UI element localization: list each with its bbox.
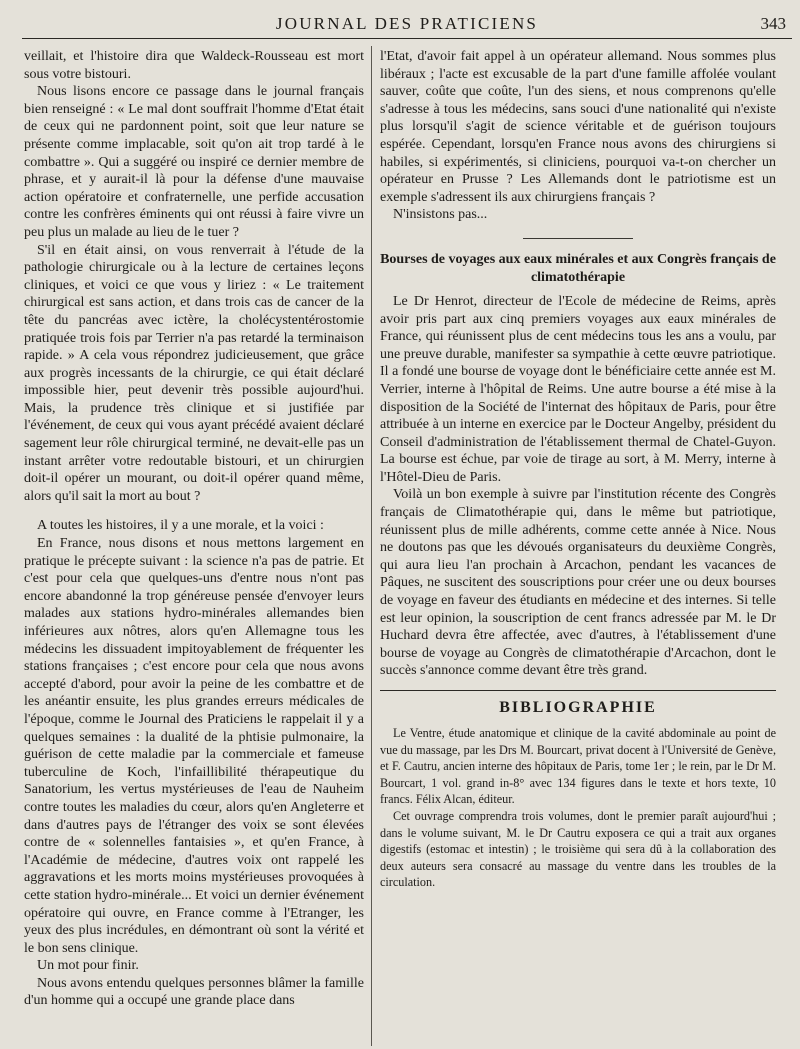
section-rule (380, 690, 776, 691)
paragraph: Voilà un bon exemple à suivre par l'institution récente des Congrès français de Climatothérapie qui, dans le même but patriotique, réunissent plus de mille adhérents, comme cette année à Nice. Nous ne doutons pas que les dévoués organisateurs du deuxième Congrès, qui aura lieu l'an prochain à Arcachon, pendant les vacances de Pâques, ne suscitent des souscriptions pour créer une ou deux bourses de voyage en faveur des étudiants en médecine et des internes. Si telle est leur opinion, la souscription de cent francs adressée par M. le Dr Huchard devra être affectée, avec d'autres, à l'établissement d'une bourse de voyage au Congrès de climatothérapie d'Arcachon, dont le succès s'annonce comme devant être très grand. (380, 487, 776, 679)
section-title: Bourses de voyages aux eaux minérales et aux Congrès français de climatothérapie (380, 251, 776, 285)
bibliography-heading: BIBLIOGRAPHIE (499, 699, 657, 716)
paragraph: N'insistons pas... (393, 207, 488, 223)
paragraph: S'il en était ainsi, on vous renverrait à l'étude de la pathologie chirurgicale ou à la lecture de certaines leçons cliniques, et voici ce que vous y liriez : « Le traitement chirurgical est sans action, et dans trois cas de cancer de la tête du pancréas avec ictère, la cholécystentérostomie pratiquée trois fois par Terrier n'a pas retardé la terminaison rapide. » A cela vous répondrez judicieusement, que grâce aux progrès incessants de la chirurgie, ce qui était déclaré impossible hier, peut devenir très possible aujourd'hui. Mais, la prudence très clinique et si justifiée par l'événement, de ceux qui vous ayant précédé avaient déclaré sagement leur rôle chirurgical terminé, ne devait-elle pas un instant arrêter votre redoutable bistouri, et un chirurgien doit-il opérer un mourant, ou doit-il opérer quand même, alors qu'il sait la mort au bout ? (24, 242, 364, 504)
paragraph: En France, nous disons et nous mettons largement en pratique le précepte suivant : la science n'a pas de patrie. Et c'est pour cela que quelques-uns d'entre nous n'ont pas encore abandonné la trop généreuse pensée d'envoyer leurs malades aux stations hydro-minérales allemandes bien inférieures aux nôtres, alors qu'en Allemagne tous les médecins les dissuadent impitoyablement de fréquenter les stations françaises ; c'est encore pour cela que nous avons accepté d'abord, pour avoir la peine de les combattre et de les anéantir ensuite, les plus grandes erreurs médicales de l'époque, comme le Journal des Praticiens le rappelait il y a quelques semaines : la dualité de la phtisie pulmonaire, la guérison de cette maladie par la commerciale et fameuse tuberculine de Koch, l'infaillibilité thérapeutique du Sanatorium, les vertus mystérieuses de l'eau de Nauheim contre toutes les maladies du cœur, alors qu'en Angleterre et dans d'autres pays de l'étranger des voix se sont élevées contre de « solennelles fantaisies », et qu'en France, à l'Académie de médecine, d'autres voix ont rappelé les aggravations et les morts moins mystérieuses provoquées à cette station hydro-minérale... Et voici un dernier événement opératoire qui ouvre, en France comme à l'Etranger, les yeux des plus incrédules, en démontrant où sont la vérité et le bon sens clinique. (24, 536, 364, 956)
paragraph: veillait, et l'histoire dira que Waldeck-Rousseau est mort sous votre bistouri. (24, 49, 364, 82)
journal-title: JOURNAL DES PRATICIENS (275, 14, 539, 33)
right-column (380, 48, 776, 891)
left-column (24, 48, 364, 1010)
paragraph: Le Dr Henrot, directeur de l'Ecole de médecine de Reims, après avoir pris part aux cinq premiers voyages aux eaux minérales de France, qui réunissent plus de cent médecins tous les ans a voulu, par une preuve durable, manifester sa sympathie à cette œuvre patriotique. Il a fondé une bourse de voyage dont le bénéficiaire cette année est M. Verrier, interne à l'hôpital de Reims. Une autre bourse a été mise à la disposition de la Société de l'internat des hôpitaux de Paris, pour être attribuée à un interne en exercice par le Docteur Angelby, président du Conseil d'administration de l'établissement thermal de Chatel-Guyon. La bourse est échue, par voie de tirage au sort, à M. Merry, interne à l'Hôtel-Dieu de Paris. (380, 293, 776, 485)
paragraph: A toutes les histoires, il y a une morale, et la voici : (37, 518, 324, 534)
column-divider (371, 46, 372, 1046)
paragraph: Nous lisons encore ce passage dans le journal français bien renseigné : « Le mal dont souffrait l'homme d'Etat était de ceux qui ne pardonnent point, soit que leur nature se présente comme implacable, soit qu'on ait trop tardé à le combattre ». Qui a suggéré ou inspiré ce dernier membre de phrase, et y aurait-il là pour la défense d'une mauvaise action opératoire et confraternelle, une perfide accusation contre les confrères éminents qui ont réussi à faire vivre un peu plus un malade au lieu de le tuer ? (24, 84, 364, 240)
page-number: 343 (760, 14, 786, 33)
bibliography-entry: Le Ventre, étude anatomique et clinique de la cavité abdominale au point de vue du massage, par les Drs M. Bourcart, privat docent à l'Université de Genève, et F. Cautru, ancien interne des hôpitaux de Paris, tome 1er ; le rein, par le Dr M. Bourcart, 1 vol. grand in-8° avec 134 figures dans le texte et hors texte, 10 francs. Félix Alcan, éditeur. (380, 726, 776, 807)
paragraph: l'Etat, d'avoir fait appel à un opérateur allemand. Nous sommes plus libéraux ; l'acte est excusable de la part d'une famille affolée voulant sauver, coûte que coûte, l'un des siens, et nous comprenons qu'elle s'adresse à tous les médecins, sans souci d'une nationalité qui n'existe plus lorsqu'il s'agit de science véritable et de guérison toujours espérée. Cependant, lorsqu'en France nous avons des chirurgiens si habiles, si expérimentés, si cliniciens, pourquoi va-t-on chercher un opérateur en Prusse ? Les Allemands dont le patriotisme est un exemple s'adressent ils aux chirurgiens français ? (380, 49, 776, 205)
paragraph-gap (24, 505, 364, 517)
paragraph: Un mot pour finir. (37, 958, 139, 974)
page-header (22, 8, 792, 39)
paragraph: Nous avons entendu quelques personnes blâmer la famille d'un homme qui a occupé une grande place dans (24, 975, 364, 1009)
bibliography-note: Cet ouvrage comprendra trois volumes, dont le premier paraît aujourd'hui ; dans le volume suivant, M. le Dr Cautru exposera ce qui a trait aux organes digestifs (estomac et intestin) ; le troisième qui sera dû à la collaboration des deux auteurs sera consacré au massage du ventre dans les troubles de la circulation. (380, 808, 776, 890)
section-separator (523, 238, 633, 239)
